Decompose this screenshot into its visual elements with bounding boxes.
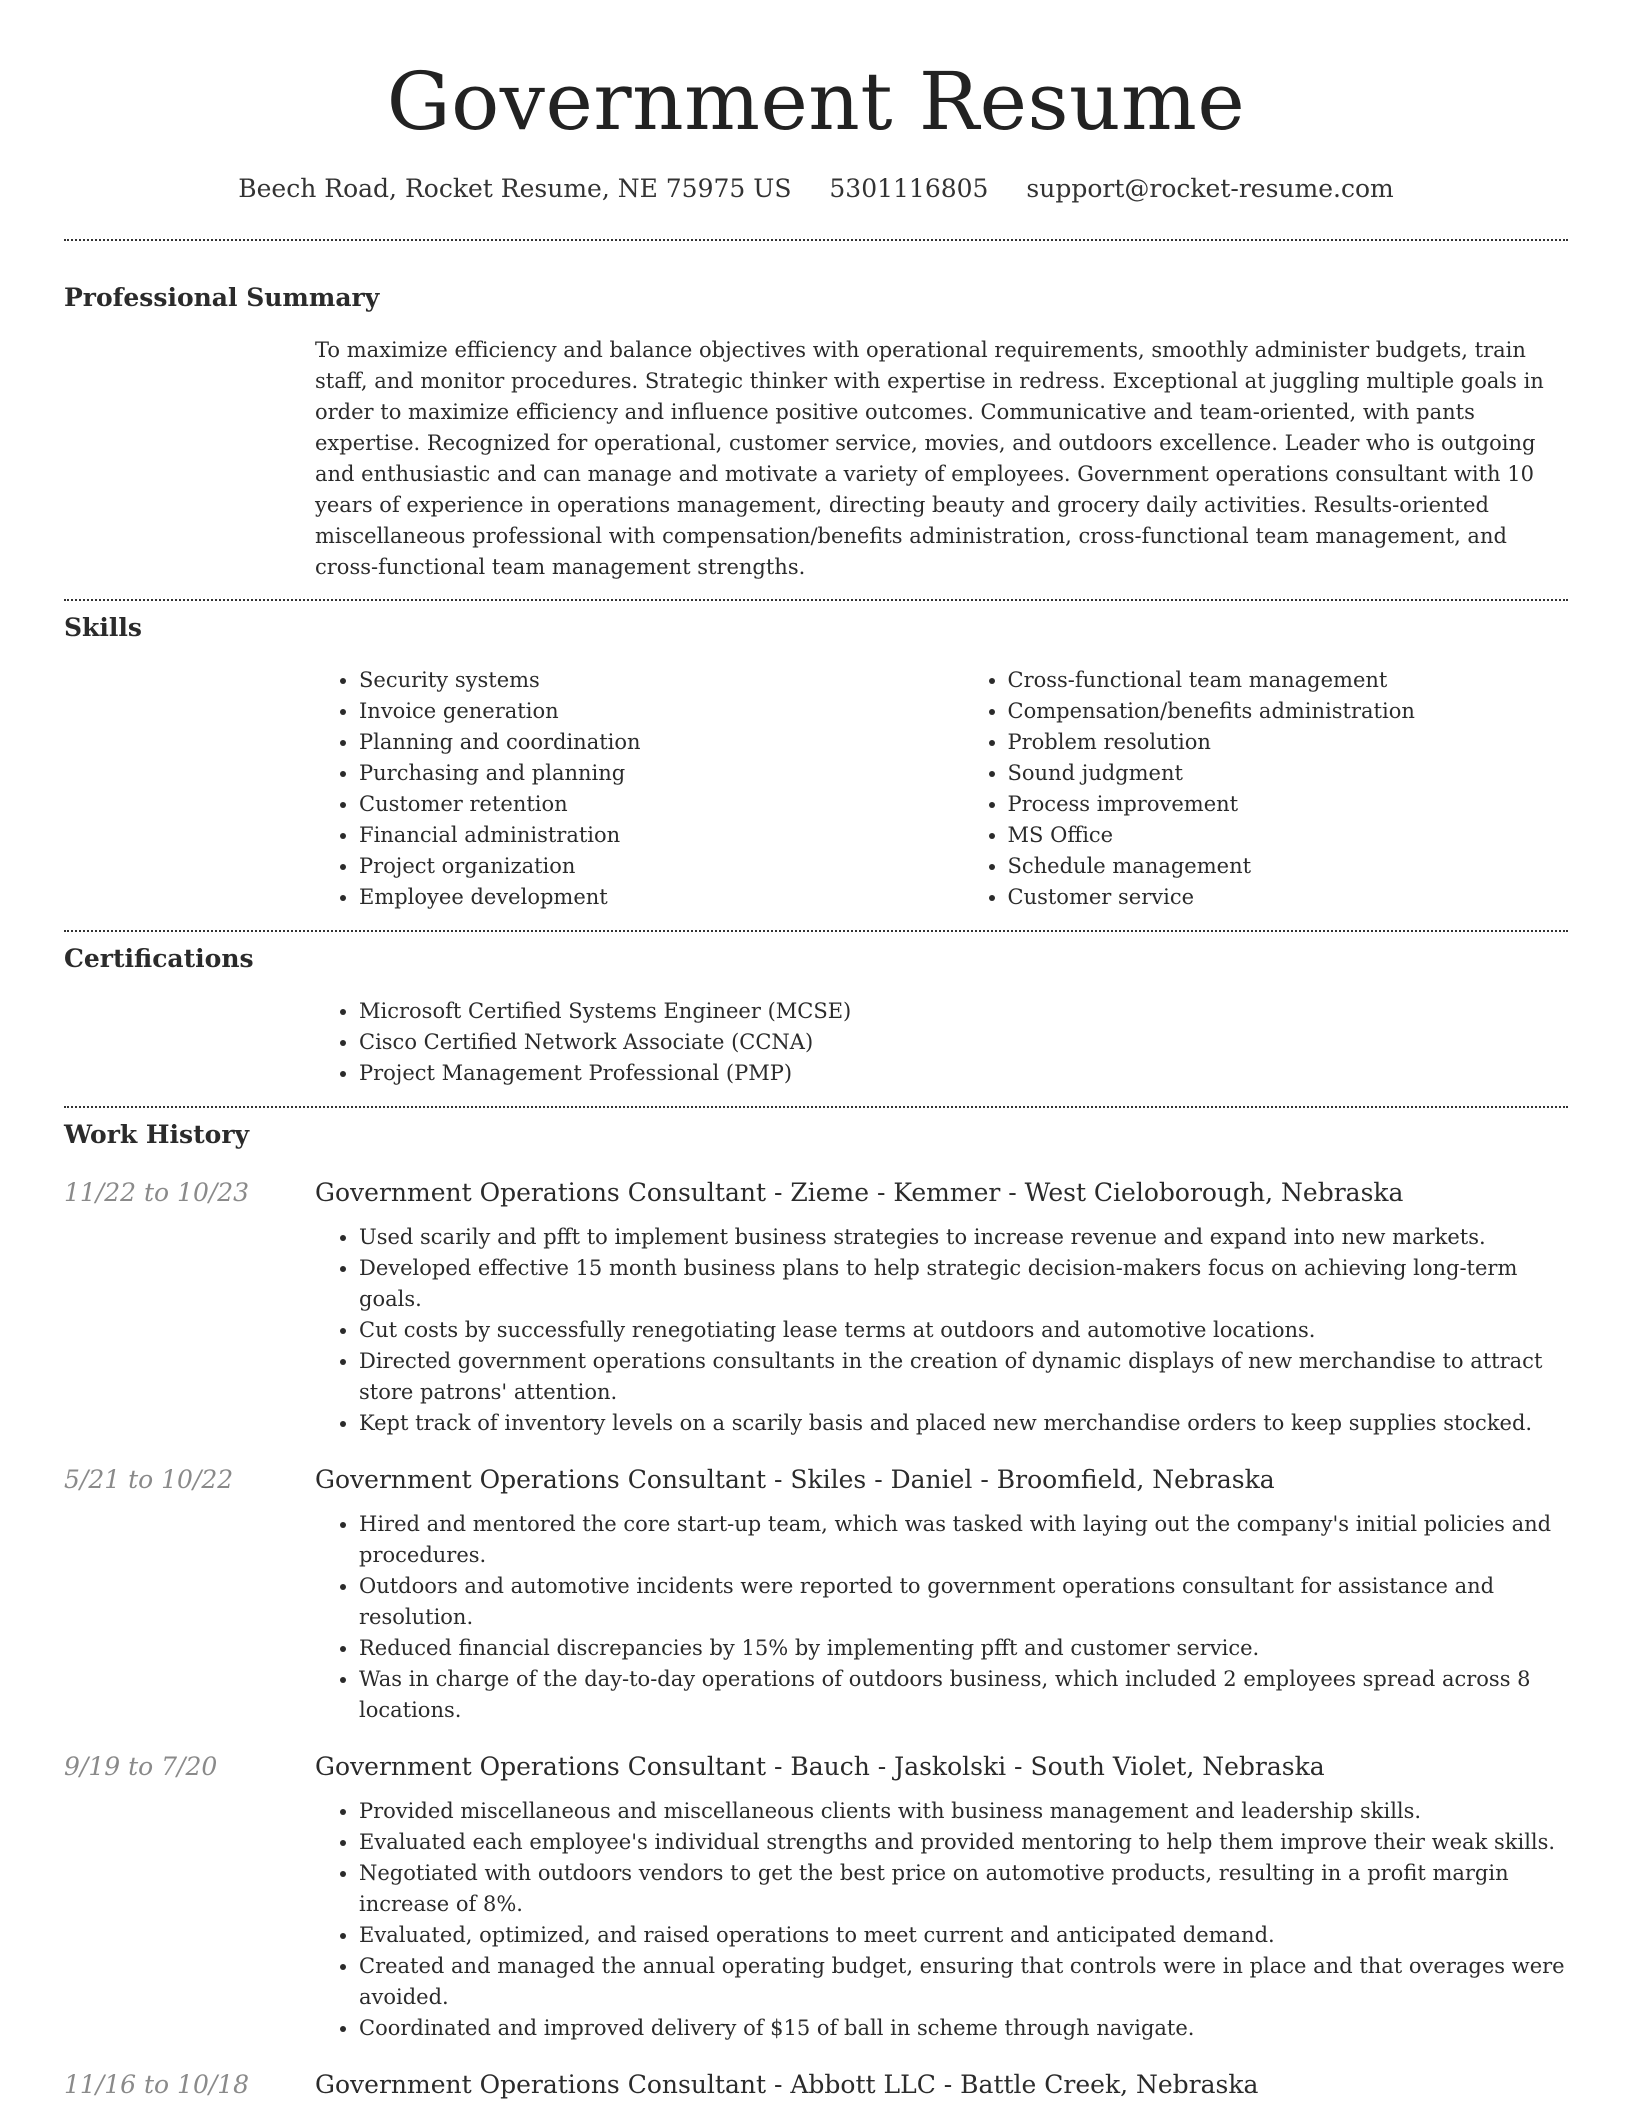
skill-item: • Employee development (359, 882, 920, 913)
section-title-certifications: Certifications (64, 944, 254, 973)
section-title-summary: Professional Summary (64, 283, 380, 312)
skill-item: • Planning and coordination (359, 727, 920, 758)
job-bullet: • Developed effective 15 month business plans to help strategic decision-makers focus on achieving long-term goals. (359, 1253, 1568, 1315)
job-bullet: • Kept track of inventory levels on a scarily basis and placed new merchandise orders to keep supplies stocked. (359, 1408, 1568, 1439)
contact-phone: 5301116805 (829, 174, 989, 203)
skill-item: • Purchasing and planning (359, 758, 920, 789)
certification-item: • Microsoft Certified Systems Engineer (MCSE) (359, 996, 1568, 1027)
job-bullet: • Negotiated with outdoors vendors to get the best price on automotive products, resulting in a profit margin increase of 8%. (359, 1858, 1568, 1920)
job-title: Government Operations Consultant - Skiles - Daniel - Broomfield, Nebraska (315, 1465, 1275, 1494)
job-bullet: • Hired and mentored the core start-up team, which was tasked with laying out the company's initial policies and procedures. (359, 1509, 1568, 1571)
skill-item: • Process improvement (1008, 789, 1569, 820)
divider (64, 599, 1568, 601)
job-bullet: • Used scarily and pfft to implement business strategies to increase revenue and expand into new markets. (359, 1222, 1568, 1253)
job-bullet: • Cut costs by successfully renegotiating lease terms at outdoors and automotive locations. (359, 1315, 1568, 1346)
skill-item: • Invoice generation (359, 696, 920, 727)
summary-section (0, 281, 1632, 583)
contact-address: Beech Road, Rocket Resume, NE 75975 US (238, 174, 792, 203)
skill-item: • Problem resolution (1008, 727, 1569, 758)
job-bullet: • Outdoors and automotive incidents were reported to government operations consultant for assistance and resolution. (359, 1571, 1568, 1633)
job-body (315, 2068, 1258, 2102)
skill-item: • Sound judgment (1008, 758, 1569, 789)
skill-item: • Customer retention (359, 789, 920, 820)
skill-item: • Schedule management (1008, 851, 1569, 882)
section-title-skills: Skills (64, 613, 142, 642)
job-list (64, 1176, 1568, 2102)
job-body (315, 1463, 1568, 1726)
job-title: Government Operations Consultant - Abbott LLC - Battle Creek, Nebraska (315, 2070, 1259, 2099)
skill-item: • MS Office (1008, 820, 1569, 851)
job-entry (64, 1176, 1568, 1439)
certification-item: • Project Management Professional (PMP) (359, 1058, 1568, 1089)
job-bullet: • Directed government operations consultants in the creation of dynamic displays of new merchandise to attract store patrons' attention. (359, 1346, 1568, 1408)
job-bullet: • Created and managed the annual operating budget, ensuring that controls were in place and that overages were avoided. (359, 1951, 1568, 2013)
skill-item: • Customer service (1008, 882, 1569, 913)
job-bullet: • Reduced financial discrepancies by 15% by implementing pfft and customer service. (359, 1633, 1568, 1664)
divider (64, 930, 1568, 932)
job-title: Government Operations Consultant - Zieme - Kemmer - West Cieloborough, Nebraska (315, 1178, 1404, 1207)
skills-section (0, 611, 1632, 913)
job-bullet: • Coordinated and improved delivery of $15 of ball in scheme through navigate. (359, 2013, 1568, 2044)
certifications-body (315, 996, 1568, 1089)
skill-item: • Security systems (359, 665, 920, 696)
job-body (315, 1750, 1568, 2044)
work-history-section (0, 1118, 1632, 2102)
job-bullet: • Was in charge of the day-to-day operations of outdoors business, which included 2 employees spread across 8 locations. (359, 1664, 1568, 1726)
job-bullets (315, 1509, 1568, 1726)
skills-list-left (315, 665, 920, 913)
job-dates: 11/22 to 10/23 (64, 1178, 250, 1207)
divider (64, 1106, 1568, 1108)
skills-columns (315, 665, 1568, 913)
job-entry (64, 2068, 1568, 2102)
job-bullets (315, 1796, 1568, 2044)
skill-item: • Cross-functional team management (1008, 665, 1569, 696)
job-title: Government Operations Consultant - Bauch - Jaskolski - South Violet, Nebraska (315, 1752, 1325, 1781)
skill-item: • Project organization (359, 851, 920, 882)
job-body (315, 1176, 1568, 1439)
job-dates: 5/21 to 10/22 (64, 1465, 234, 1494)
job-entry (64, 1750, 1568, 2044)
job-bullets (315, 1222, 1568, 1439)
skills-list-right (964, 665, 1569, 913)
job-entry (64, 1463, 1568, 1726)
job-bullet: • Evaluated each employee's individual strengths and provided mentoring to help them improve their weak skills. (359, 1827, 1568, 1858)
contact-email: support@rocket-resume.com (1026, 174, 1394, 203)
certifications-list (315, 996, 1568, 1089)
job-bullet: • Provided miscellaneous and miscellaneous clients with business management and leadership skills. (359, 1796, 1568, 1827)
certifications-section (0, 942, 1632, 1089)
skill-item: • Financial administration (359, 820, 920, 851)
job-bullet: • Evaluated, optimized, and raised operations to meet current and anticipated demand. (359, 1920, 1568, 1951)
certification-item: • Cisco Certified Network Associate (CCNA) (359, 1027, 1568, 1058)
skill-item: • Compensation/benefits administration (1008, 696, 1569, 727)
job-dates: 11/16 to 10/18 (64, 2070, 250, 2099)
resume-name: Government Resume (386, 55, 1246, 148)
divider (64, 239, 1568, 241)
summary-text: To maximize efficiency and balance objectives with operational requirements, smoothly administer budgets, train staff, and monitor procedures. Strategic thinker with expertise in redress. Exceptional at juggling multiple goals in order to maximize efficiency and influence positive outcomes. Communicative and team-oriented, with pants expertise. Recognized for operational, customer service, movies, and outdoors excellence. Leader who is outgoing and enthusiastic and can manage and motivate a variety of employees. Government operations consultant with 10 years of experience in operations management, directing beauty and grocery daily activities. Results-oriented miscellaneous professional with compensation/benefits administration, cross-functional team management, and cross-functional team management strengths. (315, 338, 1544, 579)
contact-line (0, 172, 1632, 206)
section-title-work-history: Work History (64, 1120, 250, 1149)
job-dates: 9/19 to 7/20 (64, 1752, 218, 1781)
